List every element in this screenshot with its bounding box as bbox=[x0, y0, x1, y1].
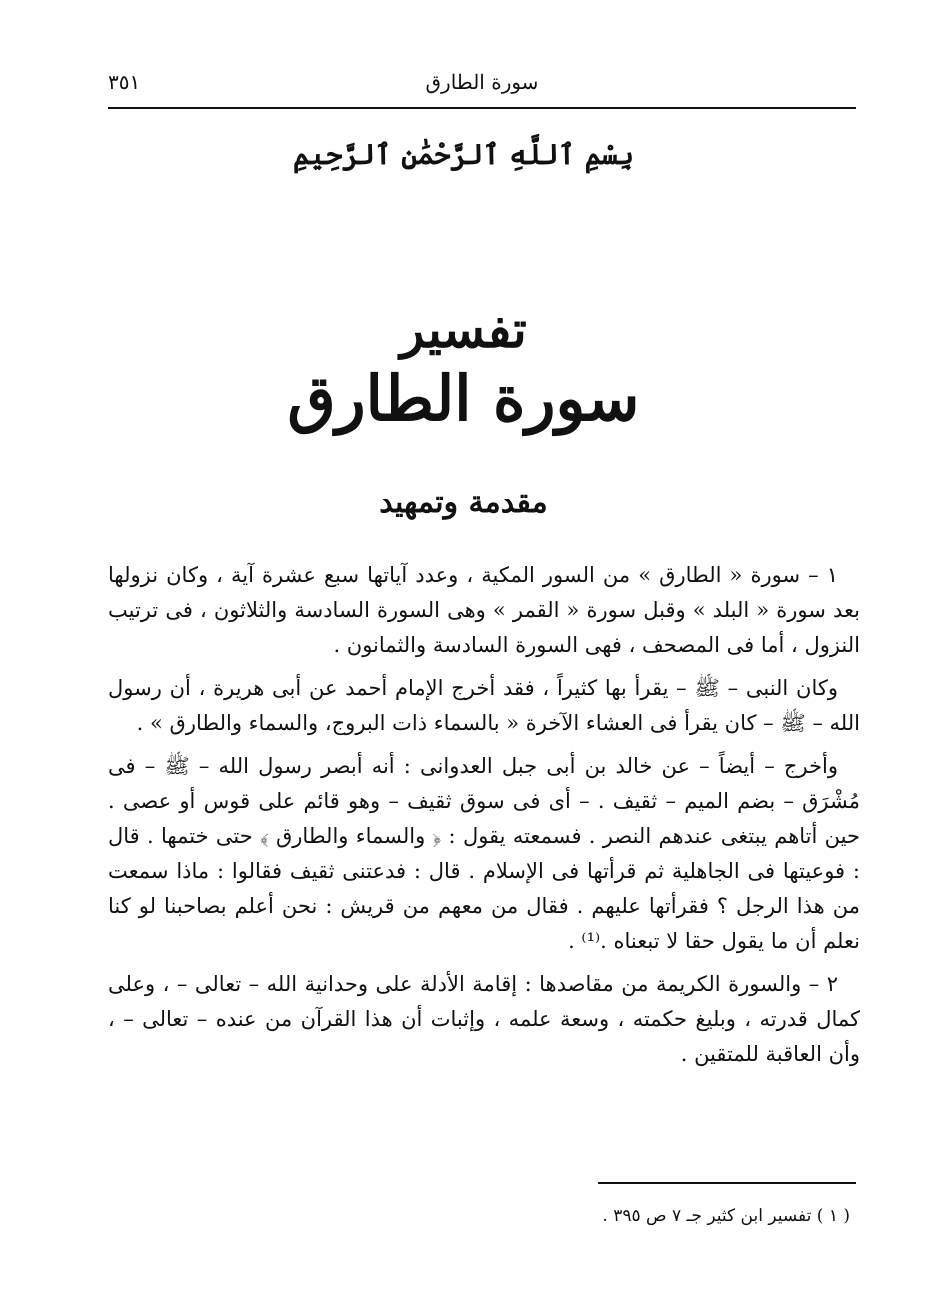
running-head bbox=[108, 66, 856, 102]
basmala: بِسْمِ ٱللَّهِ ٱلرَّحْمَٰنِ ٱلرَّحِيمِ bbox=[293, 138, 634, 171]
title-tafsir: تفسير bbox=[400, 300, 527, 359]
paragraph-1: ١ – سورة « الطارق » من السور المكية ، وعدد آياتها سبع عشرة آية ، وكان نزولها بعد سورة « البلد » وقبل سورة « القمر » وهى السورة السادسة والثلاثون ، فى ترتيب النزول ، أما فى المصحف ، فهى السورة السادسة والثمانون . bbox=[108, 563, 860, 657]
running-title: سورة الطارق bbox=[425, 70, 539, 94]
title-surah-name: سورة الطارق bbox=[287, 362, 640, 435]
section-heading: مقدمة وتمهيد bbox=[379, 485, 548, 520]
paragraph-3: وأخرج – أيضاً – عن خالد بن أبى جبل العدوانى : أنه أبصر رسول الله – ﷺ – فى مُشْرَق – بضم الميم – ثقيف . – أى فى سوق ثقيف – وهو قائم على قوس أو عصى . حين أتاهم يبتغى عندهم النصر . فسمعته يقول : ﴿ والسماء والطارق ﴾ حتى ختمها . قال : فوعيتها فى الجاهلية ثم قرأتها فى الإسلام . قال : فدعتنى ثقيف فقالوا : ماذا سمعت من هذا الرجل ؟ فقرأتها عليهم . فقال من معهم من قريش : نحن أعلم بصاحبنا لو كنا نعلم أن ما يقول حقا لا تبعناه .⁽¹⁾ . bbox=[108, 754, 860, 953]
paragraph-4: ٢ – والسورة الكريمة من مقاصدها : إقامة الأدلة على وحدانية الله – تعالى – ، وعلى كمال قدرته ، وبليغ حكمته ، وسعة علمه ، وإثبات أن هذا القرآن من عنده – تعالى – ، وأن العاقبة للمتقين . bbox=[108, 972, 860, 1066]
page-number: ٣٥١ bbox=[108, 70, 141, 94]
paragraph-2: وكان النبى – ﷺ – يقرأ بها كثيراً ، فقد أخرج الإمام أحمد عن أبى هريرة ، أن رسول الله – ﷺ – كان يقرأ فى العشاء الآخرة « بالسماء ذات البروج، والسماء والطارق » . bbox=[108, 676, 860, 735]
header-rule bbox=[108, 107, 856, 109]
footnote: ( ١ ) تفسير ابن كثير جـ ٧ ص ٣٩٥ . bbox=[602, 1206, 850, 1226]
body-text bbox=[108, 558, 860, 1080]
footnote-rule bbox=[598, 1182, 856, 1184]
